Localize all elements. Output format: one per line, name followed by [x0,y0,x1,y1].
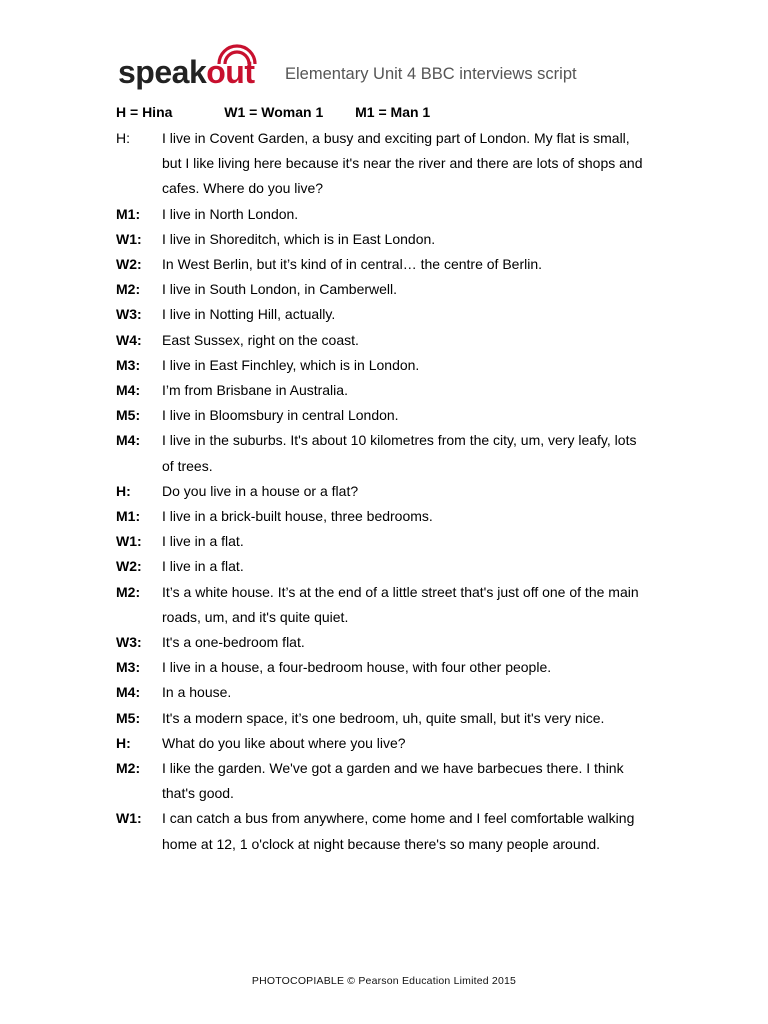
spoken-text: Do you live in a house or a flat? [162,482,359,499]
script-line [116,378,656,403]
script-line [116,529,656,554]
speakout-logo: speakout [118,54,255,90]
script-line [116,756,656,806]
script-line [116,580,656,630]
speaker-label: M4: [116,382,141,399]
script-line [116,353,656,378]
script-line [116,252,656,277]
speaker-legend [116,103,430,121]
spoken-text: I live in a flat. [162,558,244,575]
script-line [116,731,656,756]
interview-script [116,126,656,857]
legend-hina: H = Hina [116,104,173,120]
speaker-label: M2: [116,583,141,600]
script-line [116,302,656,327]
script-line [116,680,656,705]
script-line [116,202,656,227]
script-line [116,126,656,202]
spoken-text: I live in North London. [162,205,299,222]
speaker-label: M1: [116,205,141,222]
speaker-label: W1: [116,230,142,247]
script-line [116,806,656,856]
script-line [116,428,656,478]
script-line [116,227,656,252]
spoken-text: I live in Notting Hill, actually. [162,306,336,323]
speaker-label: W3: [116,306,142,323]
script-line [116,403,656,428]
spoken-text: I live in a house, a four-bedroom house, with four other people. [162,659,552,676]
script-line [116,554,656,579]
script-line [116,277,656,302]
spoken-text: I live in South London, in Camberwell. [162,281,398,298]
speaker-label: W3: [116,634,142,651]
script-line [116,328,656,353]
speaker-label: H: [116,734,131,751]
spoken-text: I live in Covent Garden, a busy and exciting part of London. My flat is small, but I like living here because it's near the river and there are lots of shops and cafes. Where do you live? [162,130,643,197]
spoken-text: It's a one-bedroom flat. [162,634,305,651]
spoken-text: I live in Shoreditch, which is in East London. [162,230,436,247]
speaker-label: M4: [116,684,141,701]
speaker-label: W2: [116,256,142,273]
spoken-text: I live in East Finchley, which is in London. [162,356,420,373]
legend-man1: M1 = Man 1 [355,104,431,120]
script-line [116,479,656,504]
spoken-text: I live in Bloomsbury in central London. [162,407,399,424]
spoken-text: I like the garden. We've got a garden and we have barbecues there. I think that's good. [162,760,624,802]
spoken-text: In a house. [162,684,232,701]
speaker-label: M3: [116,659,141,676]
spoken-text: It’s a white house. It’s at the end of a little street that's just off one of the main roads, um, and it's quite quiet. [162,583,639,625]
speaker-label: M5: [116,709,141,726]
speaker-label: M5: [116,407,141,424]
spoken-text: I live in a brick-built house, three bedrooms. [162,508,433,525]
speaker-label: W4: [116,331,142,348]
speaker-label: H: [116,482,131,499]
spoken-text: I live in a flat. [162,533,244,550]
speaker-label: W1: [116,533,142,550]
spoken-text: East Sussex, right on the coast. [162,331,359,348]
script-line [116,504,656,529]
script-line [116,706,656,731]
spoken-text: It's a modern space, it’s one bedroom, uh, quite small, but it's very nice. [162,709,605,726]
spoken-text: In West Berlin, but it’s kind of in central… the centre of Berlin. [162,256,542,273]
spoken-text: I’m from Brisbane in Australia. [162,382,348,399]
speaker-label: M2: [116,281,141,298]
spoken-text: I live in the suburbs. It's about 10 kilometres from the city, um, very leafy, lots of trees. [162,432,637,474]
copyright-footer: PHOTOCOPIABLE © Pearson Education Limited 2015 [251,975,517,987]
speaker-label: M1: [116,508,141,525]
speaker-label: M2: [116,760,141,777]
speaker-label: W2: [116,558,142,575]
spoken-text: I can catch a bus from anywhere, come home and I feel comfortable walking home at 12, 1 o'clock at night because there's so many people around. [162,810,635,852]
script-line [116,655,656,680]
speaker-label: H: [116,130,130,146]
document-title: Elementary Unit 4 BBC interviews script [285,65,577,83]
spoken-text: What do you like about where you live? [162,734,406,751]
document-header [118,42,718,90]
legend-woman1: W1 = Woman 1 [224,104,324,120]
speaker-label: M4: [116,432,141,449]
speaker-label: M3: [116,356,141,373]
script-line [116,630,656,655]
speaker-label: W1: [116,810,142,827]
